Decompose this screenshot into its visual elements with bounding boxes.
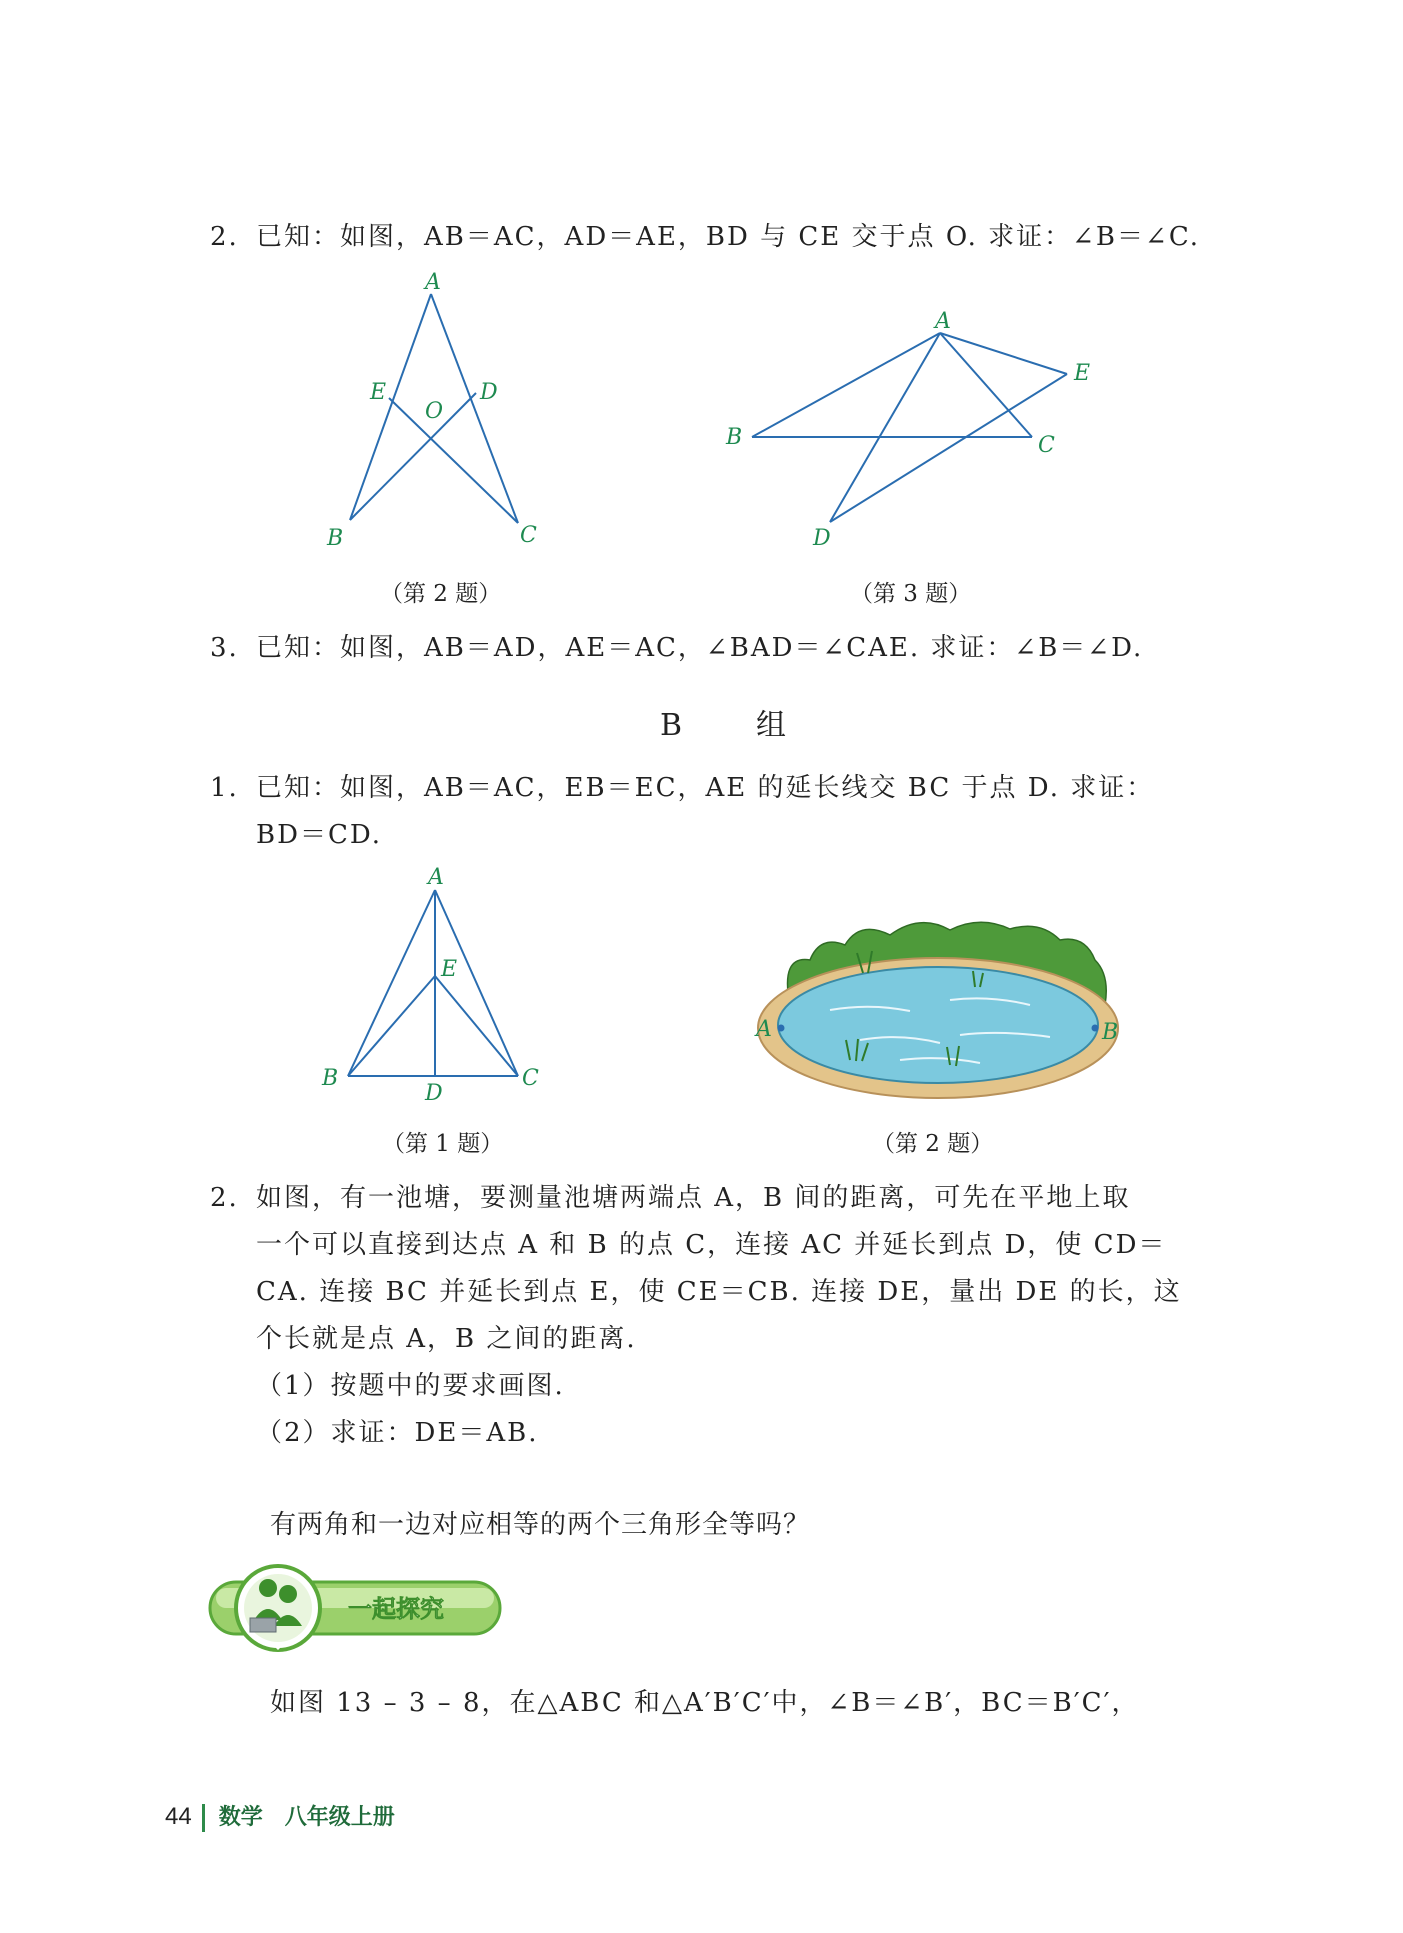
label-b: B (327, 526, 344, 551)
problem-number: 3. (210, 633, 239, 663)
figure-b-problem-2-pond (750, 915, 1119, 1105)
problem-text-line-1: 已知：如图，AB＝AC，EB＝EC，AE 的延长线交 BC 于点 D. 求证： (256, 773, 1155, 803)
segment-bd (350, 393, 476, 520)
label-a: A (428, 865, 444, 890)
problem-number: 2. (210, 1183, 239, 1213)
segment-ab (752, 333, 940, 437)
label-a: A (935, 309, 951, 334)
pond-water (778, 967, 1098, 1083)
page-number: 44 (165, 1803, 192, 1830)
problem-b1 (210, 773, 1154, 803)
label-a: A (425, 270, 441, 295)
problem-b2-sub-2: （2）求证：DE＝AB. (256, 1418, 539, 1448)
segment-de (830, 374, 1067, 522)
label-o: O (425, 399, 444, 424)
page-footer (165, 1800, 395, 1832)
problem-number: 1. (210, 773, 239, 803)
segment-ab (348, 890, 435, 1076)
problem-b2 (210, 1183, 1130, 1213)
segment-ce (435, 976, 518, 1076)
label-d: D (425, 1081, 443, 1106)
label-b: B (726, 425, 743, 450)
label-d: D (480, 380, 498, 405)
segment-be (348, 976, 435, 1076)
label-b: B (1102, 1020, 1119, 1045)
banner-label: 一起探究 (348, 1595, 444, 1623)
segment-ad (830, 333, 940, 522)
problem-b2-line-2: 一个可以直接到达点 A 和 B 的点 C，连接 AC 并延长到点 D，使 CD＝ (256, 1230, 1167, 1260)
label-c: C (520, 523, 537, 548)
label-d: D (813, 526, 831, 551)
point-b (1092, 1025, 1099, 1032)
footer-divider (202, 1804, 205, 1832)
caption-b-figure-2: （第 2 题） (872, 1131, 994, 1157)
figure-problem-2 (300, 268, 580, 558)
label-b: B (322, 1066, 339, 1091)
problem-a2 (210, 222, 1200, 252)
guiding-question: 有两角和一边对应相等的两个三角形全等吗？ (270, 1510, 811, 1540)
caption-b-figure-1: （第 1 题） (382, 1131, 504, 1157)
problem-b1-line-2: BD＝CD. (256, 820, 383, 850)
problem-text-line-1: 如图，有一池塘，要测量池塘两端点 A，B 间的距离，可先在平地上取 (256, 1183, 1131, 1213)
explore-text: 如图 13 – 3 – 8，在△ABC 和△A′B′C′中，∠B＝∠B′，BC＝B′C′， (270, 1688, 1140, 1718)
figure-problem-3 (710, 300, 1110, 560)
problem-b2-line-4: 个长就是点 A，B 之间的距离. (256, 1324, 637, 1354)
problem-a3 (210, 633, 1143, 663)
segment-ac (431, 294, 518, 523)
segment-ac (435, 890, 518, 1076)
label-e: E (1074, 361, 1091, 386)
group-b-heading: B 组 (660, 708, 809, 743)
label-e: E (441, 957, 458, 982)
caption-figure-2: （第 2 题） (380, 581, 502, 607)
figure-b-problem-1 (310, 860, 560, 1110)
label-c: C (522, 1066, 539, 1091)
segment-ab (350, 294, 431, 520)
problem-text: 已知：如图，AB＝AC，AD＝AE，BD 与 CE 交于点 O. 求证：∠B＝∠C. (256, 222, 1201, 252)
problem-number: 2. (210, 222, 239, 252)
problem-text: 已知：如图，AB＝AD，AE＝AC，∠BAD＝∠CAE. 求证：∠B＝∠D. (256, 633, 1144, 663)
label-a: A (756, 1017, 772, 1042)
problem-b2-sub-1: （1）按题中的要求画图. (256, 1371, 565, 1401)
problem-b2-line-3: CA. 连接 BC 并延长到点 E，使 CE＝CB. 连接 DE，量出 DE 的长，这 (256, 1277, 1182, 1307)
explore-banner (208, 1560, 678, 1652)
caption-figure-3: （第 3 题） (850, 581, 972, 607)
book-title: 数学 八年级上册 (218, 1805, 395, 1830)
label-e: E (370, 380, 387, 405)
point-a (778, 1025, 785, 1032)
label-c: C (1038, 433, 1055, 458)
